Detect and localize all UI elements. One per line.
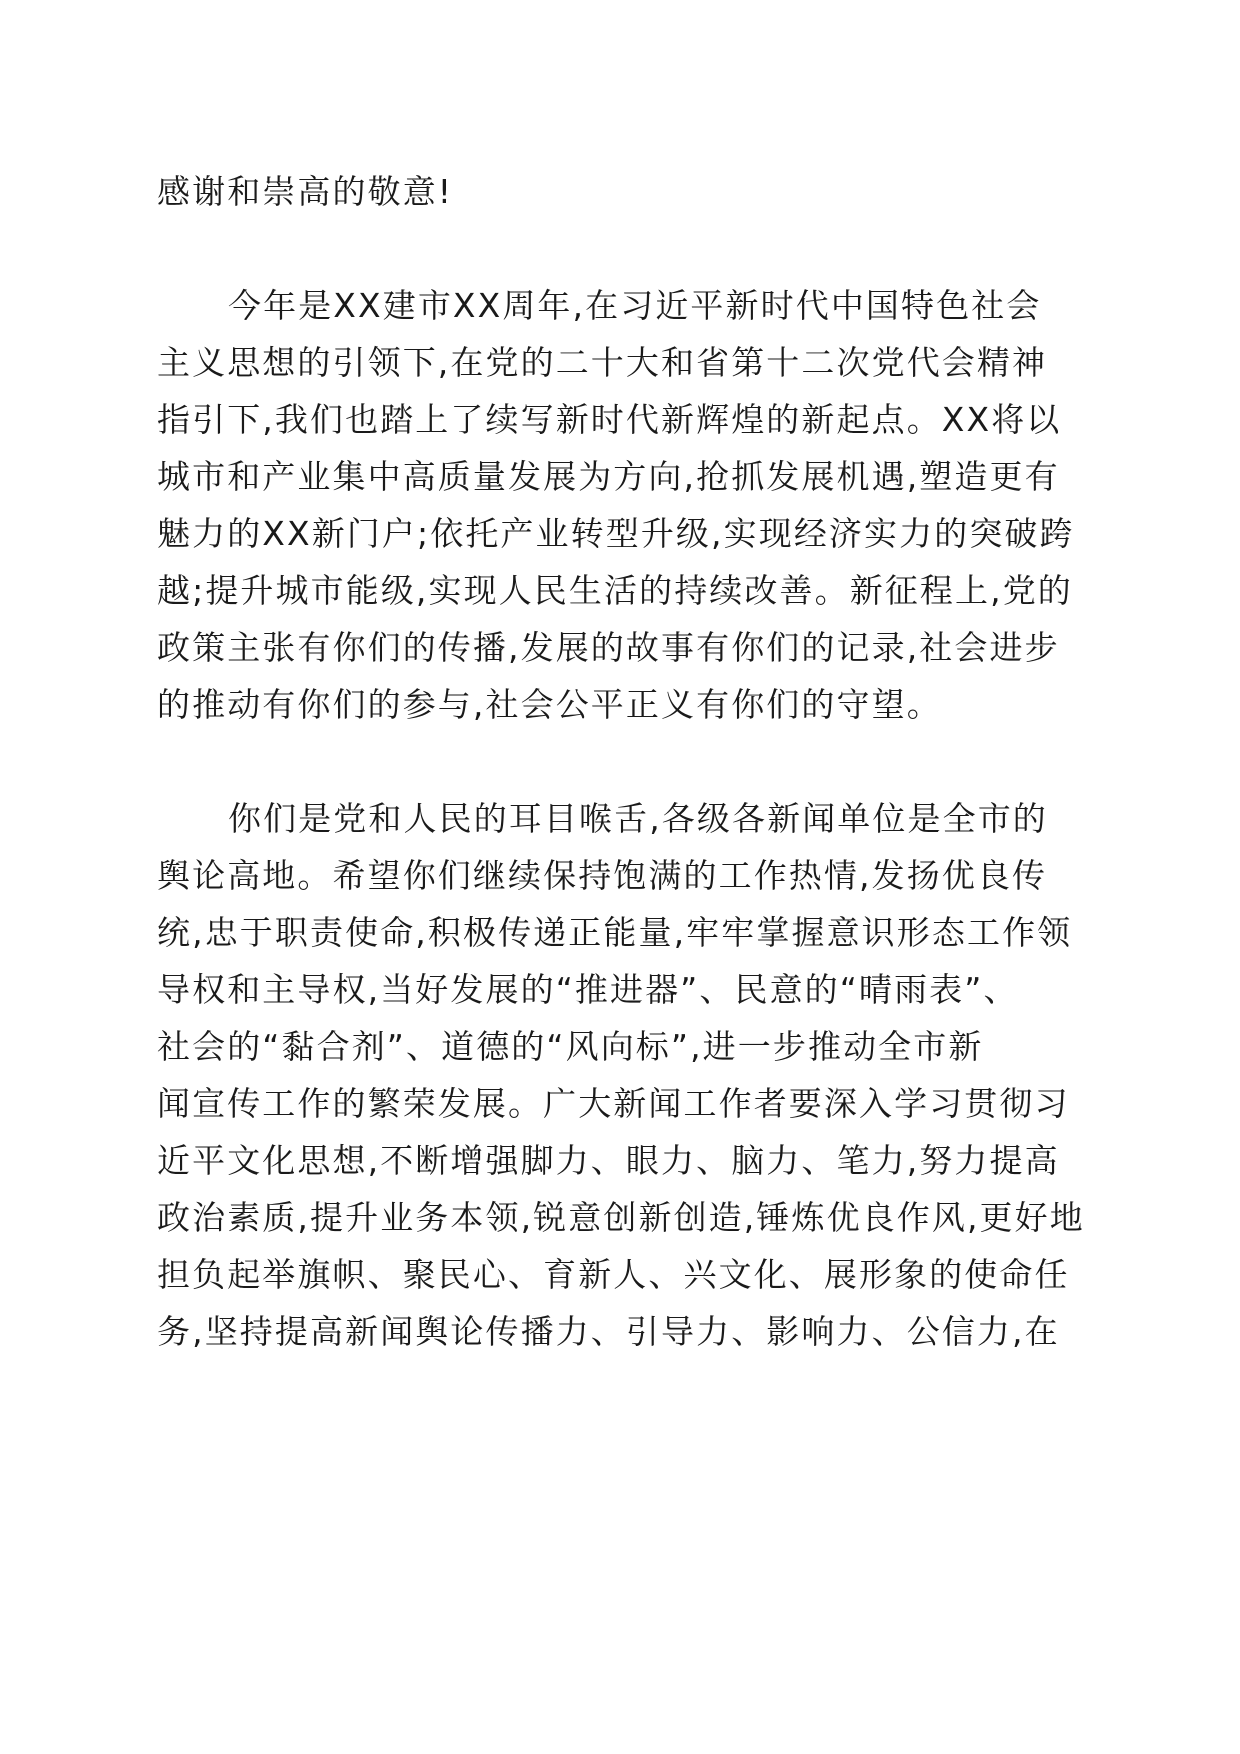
paragraph-2-line-8: 的推动有你们的参与,社会公平正义有你们的守望。	[157, 685, 942, 724]
paragraph-2-line-3: 指引下,我们也踏上了续写新时代新辉煌的新起点。XX将以	[157, 400, 1062, 439]
paragraph-3-line-10: 务,坚持提高新闻舆论传播力、引导力、影响力、公信力,在	[157, 1312, 1060, 1351]
paragraph-3-line-1: 你们是党和人民的耳目喉舌,各级各新闻单位是全市的	[228, 799, 1048, 838]
paragraph-3-line-2: 舆论高地。希望你们继续保持饱满的工作热情,发扬优良传	[157, 856, 1048, 895]
paragraph-2-line-2: 主义思想的引领下,在党的二十大和省第十二次党代会精神	[157, 343, 1048, 382]
paragraph-1-line-1: 感谢和崇高的敬意!	[157, 172, 454, 211]
paragraph-3-line-5: 社会的“黏合剂”、道德的“风向标”,进一步推动全市新	[157, 1027, 984, 1066]
paragraph-3-line-9: 担负起举旗帜、聚民心、育新人、兴文化、展形象的使命任	[157, 1255, 1070, 1294]
paragraph-2-line-6: 越;提升城市能级,实现人民生活的持续改善。新征程上,党的	[157, 571, 1073, 610]
paragraph-3-line-3: 统,忠于职责使命,积极传递正能量,牢牢掌握意识形态工作领	[157, 913, 1073, 952]
paragraph-2-line-5: 魅力的XX新门户;依托产业转型升级,实现经济实力的突破跨	[157, 514, 1075, 553]
paragraph-3-line-6: 闻宣传工作的繁荣发展。广大新闻工作者要深入学习贯彻习	[157, 1084, 1070, 1123]
paragraph-2-line-4: 城市和产业集中高质量发展为方向,抢抓发展机遇,塑造更有	[157, 457, 1060, 496]
paragraph-2-line-7: 政策主张有你们的传播,发展的故事有你们的记录,社会进步	[157, 628, 1060, 667]
paragraph-3-line-7: 近平文化思想,不断增强脚力、眼力、脑力、笔力,努力提高	[157, 1141, 1060, 1180]
paragraph-3-line-4: 导权和主导权,当好发展的“推进器”、民意的“晴雨表”、	[157, 970, 1019, 1009]
paragraph-2-line-1: 今年是XX建市XX周年,在习近平新时代中国特色社会	[228, 286, 1042, 325]
paragraph-3-line-8: 政治素质,提升业务本领,锐意创新创造,锤炼优良作风,更好地	[157, 1198, 1085, 1237]
